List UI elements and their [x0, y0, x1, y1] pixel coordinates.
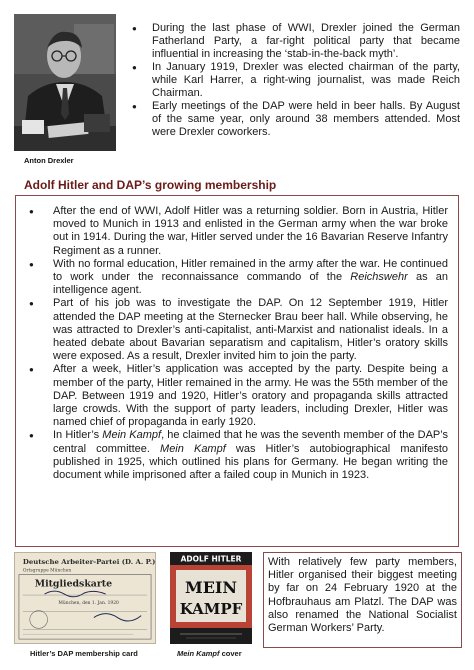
emphasis-text: Reichswehr — [350, 271, 408, 284]
text-segment: In Hitler’s — [53, 429, 103, 442]
photo-caption: Anton Drexler — [24, 156, 74, 165]
hofbrauhaus-meeting-text: With relatively few party members, Hitler organised their biggest meeting by far on 24 February 1920 at the Hofbrauhaus am Platzl. The DAP was also renamed the National Socialist German Workers’ Party. — [263, 552, 462, 648]
book-title-line-1: MEIN — [184, 578, 238, 597]
card-city-line: Ortsgruppe München — [22, 568, 72, 574]
text-segment: , he claimed that he was the seventh member of the DAP’s central committee. — [53, 429, 448, 455]
list-item: ● Part of his job was to investigate the DAP. On 12 September 1919, Hitler attended the DAP meeting at the Sternecker Brau beer hall. While observing, he was attracted to Drexler’s anti-capitalist, anti-Marxist and nationalist ideals. In a heated debate about Bavarian separatism and capitalism, Hitler’s oratory skills were exposed. As a result, Drexler invited him to join the party. — [26, 297, 448, 363]
membership-card-caption: Hitler’s DAP membership card — [30, 649, 138, 658]
book-author: ADOLF HITLER — [180, 554, 242, 564]
text-segment: as an intelligence agent. — [53, 271, 449, 297]
list-item: ● In January 1919, Drexler was elected chairman of the party, while Karl Harrer, a right-wing journalist, was made Reich Chairman. — [130, 61, 460, 100]
book-title-line-2: KAMPF — [179, 600, 243, 618]
card-party-line: Deutsche Arbeiter-Partei (D. A. P.) — [22, 557, 155, 566]
emphasis-text: Mein Kampf — [102, 429, 162, 442]
emphasis-text: Mein Kampf — [177, 649, 220, 658]
text-segment: was Hitler’s autobiographical manifesto published in 1925, which outlined his plans for Germany. He began writing the document while imprisoned after a failed coup in Munich in 1923. — [53, 442, 449, 482]
list-item: ● Early meetings of the DAP were held in beer halls. By August of the same year, only around 38 members attended. Most were Drexler coworkers. — [130, 100, 460, 139]
list-item — [26, 429, 448, 482]
main-content-box — [15, 195, 459, 547]
card-title: Mitgliedskarte — [34, 578, 113, 590]
text-segment: cover — [219, 649, 242, 658]
text-segment: With no formal education, Hitler remained in the army after the war. He continued to work under the reconnaissance commando of the — [53, 257, 448, 284]
section-heading: Adolf Hitler and DAP’s growing membership — [24, 178, 277, 192]
membership-card-image — [14, 552, 156, 644]
emphasis-text: Mein Kampf — [160, 442, 226, 455]
anton-drexler-photo — [14, 14, 116, 151]
main-bullet-list — [26, 205, 448, 482]
mein-kampf-cover-image — [170, 552, 252, 644]
list-item — [26, 258, 448, 298]
list-item: ● After the end of WWI, Adolf Hitler was a returning soldier. Born in Austria, Hitler moved to Munich in 1913 and enlisted in the German army when the war broke out in 1914. During the war, Hitler served under the 16 Bavarian Reserve Infantry Regiment as a runner. — [26, 205, 448, 258]
mein-kampf-caption — [177, 649, 242, 658]
intro-bullet-list — [130, 22, 460, 139]
card-date-line: München, den 1. Jan. 1920 — [58, 600, 119, 606]
list-item: ● After a week, Hitler’s application was accepted by the party. Despite being a member of the party, Hitler remained in the army. He was the 55th member of the DAP. Between 1919 and 1920, Hitler’s oratory and propaganda skills attracted large crowds. With the support of party leaders, including Drexler, Hitler was named chief of propaganda in early 1920. — [26, 363, 448, 429]
list-item: ● During the last phase of WWI, Drexler joined the German Fatherland Party, a far-right political party that became influential in increasing the ‘stab-in-the-back myth’. — [130, 22, 460, 61]
